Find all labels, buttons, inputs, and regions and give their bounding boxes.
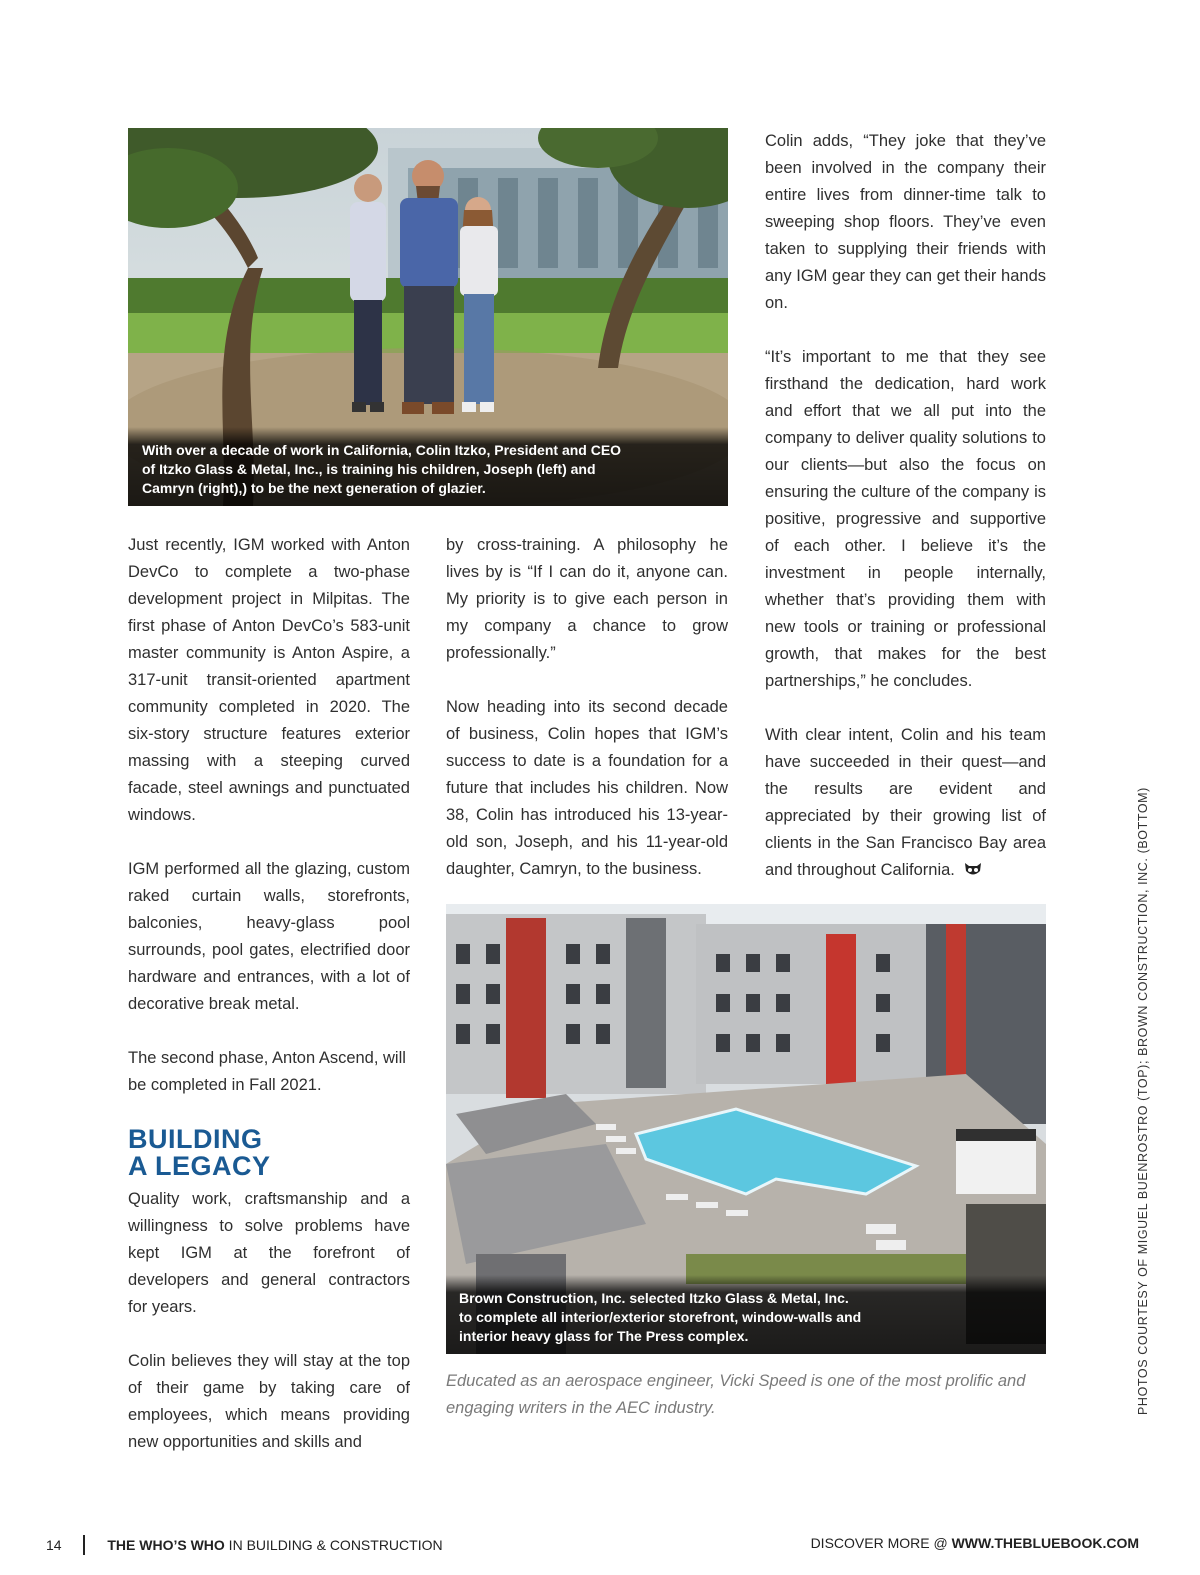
caption-line: to complete all interior/exterior storefront, window-walls and <box>459 1309 862 1325</box>
publication-title-rest: IN BUILDING & CONSTRUCTION <box>224 1537 443 1553</box>
paragraph: by cross-training. A philosophy he lives by is “If I can do it, anyone can. My priority is to give each person in my company a chance to grow professionally.” <box>446 536 728 662</box>
footer-left <box>46 1535 443 1555</box>
paragraph: Now heading into its second decade of business, Colin hopes that IGM’s success to date is a foundation for a future that includes his children. Now 38, Colin has introduced his 13-year-old son, Joseph, and his 11-year-old daughter, Camryn, to the business. <box>446 698 728 878</box>
paragraph: IGM performed all the glazing, custom raked curtain walls, storefronts, balconies, heavy-glass pool surrounds, pool gates, electrified door hardware and entrances, with a lot of decorative break metal. <box>128 860 410 1013</box>
heading-line: A LEGACY <box>128 1151 271 1181</box>
heading-line: BUILDING <box>128 1124 263 1154</box>
paragraph: Quality work, craftsmanship and a willingness to solve problems have kept IGM at the forefront of developers and general contractors for years. <box>128 1190 410 1316</box>
paragraph: Just recently, IGM worked with Anton DevCo to complete a two-phase development project in Milpitas. The first phase of Anton DevCo’s 583-unit master community is Anton Aspire, a 317-unit transit-oriented apartment community completed in 2020. The six-story structure features exterior massing with a steeping curved facade, steel awnings and punctuated windows. <box>128 536 410 824</box>
photo-credit: PHOTOS COURTESY OF MIGUEL BUENROSTRO (TOP); BROWN CONSTRUCTION, INC. (BOTTOM) <box>1136 787 1150 1415</box>
caption-line: With over a decade of work in California, Colin Itzko, President and CEO <box>142 442 622 458</box>
paragraph <box>765 722 1046 886</box>
caption-line: Brown Construction, Inc. selected Itzko Glass & Metal, Inc. <box>459 1290 849 1306</box>
section-heading <box>128 1126 410 1180</box>
footer-divider <box>83 1535 85 1555</box>
column-2 <box>446 532 728 910</box>
paragraph: Colin believes they will stay at the top of their game by taking care of employees, which means providing new opportunities and skills and <box>128 1352 410 1451</box>
column-1 <box>128 532 410 1483</box>
page-number: 14 <box>46 1537 62 1553</box>
discover-prefix: DISCOVER MORE @ <box>810 1535 952 1551</box>
footer-right <box>811 1535 1139 1551</box>
paragraph-text: With clear intent, Colin and his team have succeeded in their quest—and the results are evident and appreciated by their growing list of clients in the San Francisco Bay area and throughout California. <box>765 726 1046 879</box>
bottom-photo-caption <box>446 1275 1046 1354</box>
paragraph: “It’s important to me that they see firsthand the dedication, hard work and effort that we all put into the company to deliver quality solutions to our clients—but also the focus on ensuring the culture of the company is positive, progressive and supportive of each other. I believe it’s the investment in people internally, whether that’s providing them with new tools or training or professional growth, that makes for the best partnerships,” he concludes. <box>765 348 1046 690</box>
column-3 <box>765 128 1046 886</box>
publication-title-bold: THE WHO’S WHO <box>107 1537 225 1553</box>
top-photo-caption <box>128 427 728 506</box>
top-photo <box>128 128 728 506</box>
bottom-photo <box>446 904 1046 1354</box>
end-mark-icon <box>963 859 983 886</box>
caption-line: interior heavy glass for The Press complex. <box>459 1328 749 1344</box>
caption-line: Camryn (right),) to be the next generation of glazier. <box>142 480 486 496</box>
caption-line: of Itzko Glass & Metal, Inc., is training his children, Joseph (left) and <box>142 461 596 477</box>
paragraph: The second phase, Anton Ascend, will be completed in Fall 2021. <box>128 1049 406 1094</box>
paragraph: Colin adds, “They joke that they’ve been involved in the company their entire lives from dinner-time talk to sweeping shop floors. They’ve even taken to supplying their friends with any IGM gear they can get their hands on. <box>765 132 1046 312</box>
website-link[interactable]: WWW.THEBLUEBOOK.COM <box>951 1535 1139 1551</box>
author-byline: Educated as an aerospace engineer, Vicki Speed is one of the most prolific and engaging writers in the AEC industry. <box>446 1372 1026 1417</box>
